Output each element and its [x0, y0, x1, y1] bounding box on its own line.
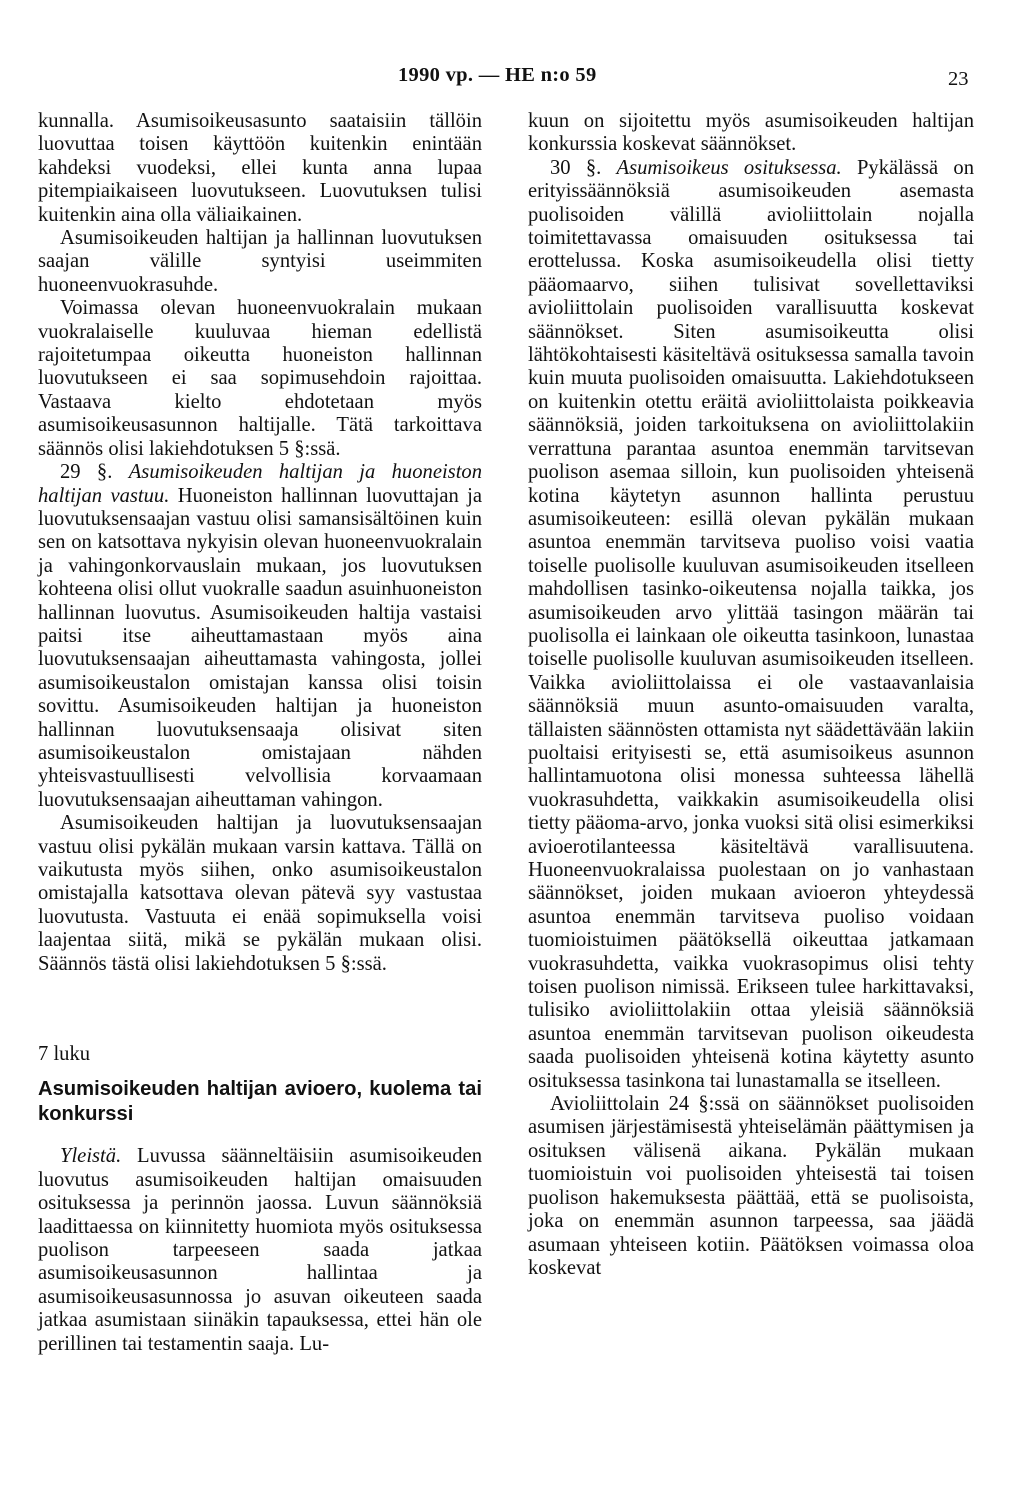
section-30-paragraph	[528, 157, 974, 1093]
paragraph: Asumisoikeuden haltijan ja hallinnan luovutuksen saajan välille syntyisi useimmiten huoneenvuokrasuhde.	[38, 227, 482, 296]
chapter-title: Asumisoikeuden haltijan avioero, kuolema tai konkurssi	[38, 1078, 482, 1126]
section-heading: Asumisoikeus osituksessa.	[616, 156, 842, 179]
right-column	[528, 110, 974, 1280]
section-number: 30 §.	[550, 156, 602, 179]
paragraph: Avioliittolain 24 §:ssä on säännökset puolisoiden asumisen järjestämisestä yhteiselämän päättymisen ja osituksen välisenä aikana. Pykälän mukaan tuomioistuin voi puolisoiden yhteisestä tai toisen puolison hakemuksesta päättää, että se puolisoista, joka on enemmän asunnon tarpeessa, saa jäädä asumaan yhteiseen kotiin. Päätöksen voimassa oloa koskevat	[528, 1093, 974, 1279]
section-number: 29 §.	[60, 461, 113, 484]
paragraph-text: Luvussa säänneltäisiin asumisoikeuden luovutus asumisoikeuden haltijan omaisuuden osituksessa ja perinnön jaossa. Luvun säännöksiä laadittaessa on kiinnitetty huomiota myös osituksessa puolison tarpeeseen saada jatkaa asumisoikeusasunnon hallintaa ja asumisoikeusasunnossa jo asuvan oikeuteen saada jatkaa asumistaan siinäkin tapauksessa, ettei hän ole perillinen tai testamentin saaja. Lu-	[38, 1145, 483, 1355]
paragraph: kunnalla. Asumisoikeusasunto saataisiin tällöin luovuttaa toisen käyttöön kuitenkin enintään kahdeksi vuodeksi, ellei kunta anna lupaa pitempiaikaiseen luovutukseen. Luovutuksen tulisi kuitenkin aina olla väliaikainen.	[38, 110, 482, 226]
paragraph: Voimassa olevan huoneenvuokralain mukaan vuokralaiselle kuuluvaa hieman edellistä rajoitetumpaa oikeutta huoneiston hallinnan luovutukseen ei saa sopimusehdoin rajoittaa. Vastaava kielto ehdotetaan myös asumisoikeusasunnon haltijalle. Tätä tarkoittava säännös olisi lakiehdotuksen 5 §:ssä.	[38, 297, 482, 460]
chapter-number: 7 luku	[38, 1043, 91, 1066]
section-29-paragraph	[38, 461, 482, 812]
section-text: Huoneiston hallinnan luovuttajan ja luovutuksensaajan vastuu olisi samansisältöinen kuin sen on katsottava nykyisin olevan huoneenvuokralain ja vahingonkorvauslain mukaan, jos luovutuksen kohteena olisi ollut vuokralle saadun asuinhuoneiston hallinnan luovutus. Asumisoikeuden haltija vastaisi paitsi itse aiheuttamastaan myös aina luovutuksensaajan aiheuttamasta vahingosta, jollei asumisoikeustalon omistajan kanssa olisi toisin sovittu. Asumisoikeuden haltijan ja huoneiston hallinnan luovutuksensaaja olisivat siten asumisoikeustalon omistajaan nähden yhteisvastuullisesti velvollisia korvaamaan luovutuksensaajan aiheuttaman vahingon.	[38, 484, 482, 811]
section-text: Pykälässä on erityissäännöksiä asumisoikeuden asemasta puolisoiden välillä avioliittolain nojalla toimitettavassa omaisuuden osituksessa tai erottelussa. Koska asumisoikeudella olisi tietty pääomaarvo, siihen tulisivat sovellettaviksi avioliittolain puolisoiden varallisuutta koskevat säännökset. Siten asumisoikeutta olisi lähtökohtaisesti käsiteltävä osituksessa samalla tavoin kuin muuta puolisoiden omaisuutta. Lakiehdotukseen on kuitenkin otettu eräitä avioliittolaista poikkeavia säännöksiä, joiden tarkoituksena on avioliittolakiin verrattuna parantaa asuntoa enemmän tarvitsevan puolison asemaa silloin, kun puolisoiden yhteisenä kotina käytetyn asunnon hallinta perustuu asumisoikeuteen: esillä olevan pykälän mukaan asuntoa enemmän tarvitseva puoliso voisi vaatia toiselle puolisolle kuuluvan asumisoikeuden itselleen mahdollisen tasinko-oikeutensa nojalla taikka, jos asumisoikeuden arvo ylittää tasingon määrän tai puolisolla ei lainkaan ole oikeutta tasinkoon, lunastaa toiselle puolisolle kuuluvan asumisoikeuden itselleen. Vaikka avioliittolaissa ei ole vastaavanlaisia säännöksiä muun asunto-omaisuuden varalta, tällaisten säännösten ottamista nyt säädettävään lakiin puoltaisi erityisesti se, että asumisoikeus asunnon hallintamuotona olisi monessa suhteessa lähellä vuokrasuhdetta, vaikkakin asumisoikeudella olisi tietty pääoma-arvo, jonka vuoksi sitä olisi esimerkiksi avioerotilanteessa käsiteltävä varallisuutena. Huoneenvuokralaissa puolestaan on jo vanhastaan säännökset, joiden mukaan avioeron yhteydessä asuntoa enemmän tarvitseva puoliso voidaan tuomioistuimen päätöksellä oikeuttaa jatkamaan vuokrasuhdetta, vaikka vuokrasopimus olisi tehty toisen puolison nimissä. Erikseen tulee harkittavaksi, tulisiko avioliittolakiin ottaa yleisiä säännöksiä asuntoa enemmän tarvitsevan puolison oikeudesta saada puolisoiden yhteisenä kotina käytetty asunto osituksessa tasinkona tai lunastamalla se itselleen.	[528, 156, 975, 1092]
running-title: 1990 vp. — HE n:o 59	[398, 64, 597, 86]
page-header	[0, 64, 1024, 94]
paragraph-heading: Yleistä.	[60, 1145, 122, 1168]
paragraph: Asumisoikeuden haltijan ja luovutuksensaajan vastuu olisi pykälän mukaan varsin kattava. Tällä on vaikutusta myös siihen, onko asumisoikeustalon omistajalla katsottava olevan pätevä syy vastustaa luovutusta. Vastuuta ei enää sopimuksella voisi laajentaa siitä, mikä se pykälän mukaan olisi. Säännös tästä olisi lakiehdotuksen 5 §:ssä.	[38, 812, 482, 975]
paragraph: kuun on sijoitettu myös asumisoikeuden haltijan konkurssia koskevat säännökset.	[528, 110, 974, 156]
general-paragraph	[38, 1145, 482, 1356]
section-heading: Asumisoikeuden haltijan ja huoneiston haltijan vastuu.	[38, 461, 483, 507]
left-column	[38, 110, 482, 1356]
page-number: 23	[948, 68, 969, 90]
